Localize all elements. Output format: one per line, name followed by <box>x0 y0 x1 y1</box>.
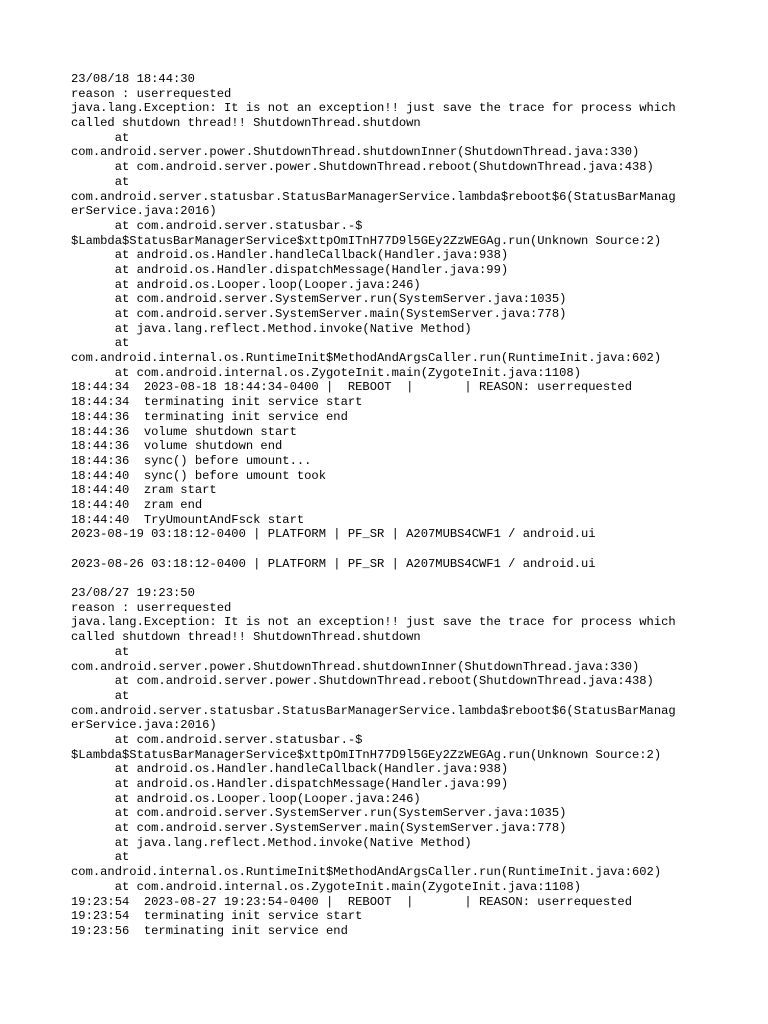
log-line: at android.os.Handler.handleCallback(Handler.java:938) <box>71 762 509 777</box>
log-line: at android.os.Looper.loop(Looper.java:246) <box>71 277 421 292</box>
log-line <box>71 571 711 586</box>
log-line: 19:23:56 terminating init service end <box>71 923 348 938</box>
log-line: com.android.server.power.ShutdownThread.shutdownInner(ShutdownThread.java:330) <box>71 145 640 160</box>
log-line: 18:44:34 2023-08-18 18:44:34-0400 | REBOOT | | REASON: userrequested <box>71 380 632 395</box>
log-line: 19:23:54 2023-08-27 19:23:54-0400 | REBOOT | | REASON: userrequested <box>71 894 632 909</box>
log-line: at com.android.server.power.ShutdownThread.reboot(ShutdownThread.java:438) <box>71 160 654 175</box>
log-line: at com.android.server.power.ShutdownThread.reboot(ShutdownThread.java:438) <box>71 674 654 689</box>
log-line: java.lang.Exception: It is not an exception!! just save the trace for process which <box>71 101 676 116</box>
log-line: 19:23:54 terminating init service start <box>71 909 363 924</box>
log-line: 18:44:40 zram start <box>71 483 217 498</box>
log-line: erService.java:2016) <box>71 204 217 219</box>
log-line: com.android.server.power.ShutdownThread.shutdownInner(ShutdownThread.java:330) <box>71 659 640 674</box>
log-line: at com.android.server.SystemServer.run(SystemServer.java:1035) <box>71 292 567 307</box>
log-line: 2023-08-19 03:18:12-0400 | PLATFORM | PF_SR | A207MUBS4CWF1 / android.ui <box>71 527 596 542</box>
log-line: java.lang.Exception: It is not an exception!! just save the trace for process which <box>71 615 676 630</box>
log-line: at com.android.server.SystemServer.main(SystemServer.java:778) <box>71 821 567 836</box>
log-line: at <box>71 850 130 865</box>
log-line: reason : userrequested <box>71 86 232 101</box>
log-line: at com.android.server.SystemServer.run(SystemServer.java:1035) <box>71 806 567 821</box>
log-line: at com.android.server.statusbar.-$ <box>71 732 363 747</box>
log-line: at android.os.Handler.handleCallback(Handler.java:938) <box>71 248 509 263</box>
log-line: 18:44:40 zram end <box>71 497 203 512</box>
log-line: erService.java:2016) <box>71 718 217 733</box>
log-line: called shutdown thread!! ShutdownThread.shutdown <box>71 630 421 645</box>
log-line: com.android.server.statusbar.StatusBarManagerService.lambda$reboot$6(StatusBarManag <box>71 703 676 718</box>
log-line: at com.android.internal.os.ZygoteInit.main(ZygoteInit.java:1108) <box>71 365 581 380</box>
log-line: $Lambda$StatusBarManagerService$xttpOmITnH77D9l5GEy2ZzWEGAg.run(Unknown Source:2) <box>71 747 662 762</box>
log-line: at <box>71 336 130 351</box>
log-line: at com.android.server.SystemServer.main(SystemServer.java:778) <box>71 307 567 321</box>
log-line: at <box>71 688 130 703</box>
log-line: 18:44:36 volume shutdown start <box>71 424 297 439</box>
log-line <box>71 542 711 557</box>
log-line: at com.android.server.statusbar.-$ <box>71 218 363 233</box>
log-line: at android.os.Looper.loop(Looper.java:246) <box>71 791 421 806</box>
log-line: called shutdown thread!! ShutdownThread.shutdown <box>71 116 421 131</box>
log-line: 18:44:34 terminating init service start <box>71 395 363 410</box>
log-line: at com.android.internal.os.ZygoteInit.main(ZygoteInit.java:1108) <box>71 879 581 894</box>
log-line: at <box>71 644 130 659</box>
log-line: at <box>71 174 130 189</box>
log-line: com.android.internal.os.RuntimeInit$MethodAndArgsCaller.run(RuntimeInit.java:602) <box>71 865 662 880</box>
log-line: reason : userrequested <box>71 600 232 615</box>
log-line: at android.os.Handler.dispatchMessage(Handler.java:99) <box>71 777 509 791</box>
log-line: 18:44:36 volume shutdown end <box>71 439 283 454</box>
log-line: 18:44:36 terminating init service end <box>71 409 348 424</box>
log-line: at <box>71 130 130 145</box>
log-line: $Lambda$StatusBarManagerService$xttpOmITnH77D9l5GEy2ZzWEGAg.run(Unknown Source:2) <box>71 233 662 248</box>
log-line: 18:44:40 TryUmountAndFsck start <box>71 512 305 527</box>
log-line: 18:44:36 sync() before umount... <box>71 453 312 468</box>
log-line: 2023-08-26 03:18:12-0400 | PLATFORM | PF_SR | A207MUBS4CWF1 / android.ui <box>71 556 596 571</box>
log-line: 23/08/18 18:44:30 <box>71 72 195 86</box>
log-line: 18:44:40 sync() before umount took <box>71 468 326 483</box>
log-text-block <box>71 72 711 939</box>
log-line: 23/08/27 19:23:50 <box>71 586 195 601</box>
log-line: at android.os.Handler.dispatchMessage(Handler.java:99) <box>71 262 509 277</box>
log-line: com.android.internal.os.RuntimeInit$MethodAndArgsCaller.run(RuntimeInit.java:602) <box>71 351 662 366</box>
log-line: at java.lang.reflect.Method.invoke(Native Method) <box>71 835 472 850</box>
log-line: at java.lang.reflect.Method.invoke(Native Method) <box>71 321 472 336</box>
log-line: com.android.server.statusbar.StatusBarManagerService.lambda$reboot$6(StatusBarManag <box>71 189 676 204</box>
